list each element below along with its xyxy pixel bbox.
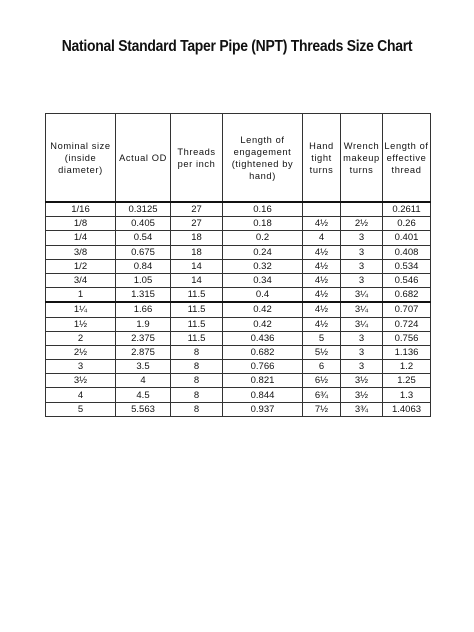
table-row	[46, 259, 431, 273]
cell-hand-tight-turns: 4½	[303, 288, 341, 303]
cell-nominal-size: 1/4	[46, 231, 116, 245]
cell-length-of-effective-thread: 0.401	[383, 231, 431, 245]
cell-hand-tight-turns: 4½	[303, 273, 341, 287]
cell-threads-per-inch: 27	[171, 202, 223, 217]
cell-length-of-engagement: 0.18	[223, 217, 303, 231]
table-row	[46, 202, 431, 217]
cell-hand-tight-turns: 4	[303, 231, 341, 245]
cell-length-of-engagement: 0.682	[223, 345, 303, 359]
cell-actual-od: 0.405	[116, 217, 171, 231]
table-header-row	[46, 114, 431, 203]
cell-length-of-effective-thread: 0.2611	[383, 202, 431, 217]
cell-wrench-makeup-turns: 3½	[341, 374, 383, 388]
table-row	[46, 360, 431, 374]
cell-length-of-engagement: 0.937	[223, 402, 303, 416]
cell-threads-per-inch: 11.5	[171, 317, 223, 331]
cell-nominal-size: 1/2	[46, 259, 116, 273]
cell-threads-per-inch: 8	[171, 345, 223, 359]
cell-length-of-effective-thread: 0.707	[383, 302, 431, 317]
cell-hand-tight-turns	[303, 202, 341, 217]
cell-wrench-makeup-turns: 3	[341, 245, 383, 259]
cell-length-of-effective-thread: 1.136	[383, 345, 431, 359]
cell-threads-per-inch: 11.5	[171, 288, 223, 303]
cell-actual-od: 1.315	[116, 288, 171, 303]
cell-nominal-size: 1	[46, 288, 116, 303]
page-title: National Standard Taper Pipe (NPT) Threads Size Chart	[61, 38, 413, 55]
cell-hand-tight-turns: 4½	[303, 259, 341, 273]
cell-wrench-makeup-turns: 3½	[341, 388, 383, 402]
cell-wrench-makeup-turns: 3¼	[341, 317, 383, 331]
cell-length-of-effective-thread: 1.3	[383, 388, 431, 402]
cell-hand-tight-turns: 4½	[303, 217, 341, 231]
header-actual-od: Actual OD	[116, 114, 171, 203]
cell-hand-tight-turns: 4½	[303, 317, 341, 331]
cell-length-of-effective-thread: 0.534	[383, 259, 431, 273]
cell-threads-per-inch: 27	[171, 217, 223, 231]
cell-nominal-size: 2	[46, 331, 116, 345]
cell-length-of-engagement: 0.2	[223, 231, 303, 245]
cell-actual-od: 0.675	[116, 245, 171, 259]
cell-hand-tight-turns: 5	[303, 331, 341, 345]
cell-nominal-size: 1/8	[46, 217, 116, 231]
cell-nominal-size: 1¼	[46, 302, 116, 317]
cell-threads-per-inch: 14	[171, 273, 223, 287]
cell-nominal-size: 1/16	[46, 202, 116, 217]
table-row	[46, 245, 431, 259]
table-row	[46, 288, 431, 303]
cell-wrench-makeup-turns: 2½	[341, 217, 383, 231]
cell-hand-tight-turns: 4½	[303, 245, 341, 259]
cell-nominal-size: 4	[46, 388, 116, 402]
cell-length-of-effective-thread: 0.546	[383, 273, 431, 287]
cell-actual-od: 1.9	[116, 317, 171, 331]
table-row	[46, 402, 431, 416]
table-row	[46, 388, 431, 402]
cell-wrench-makeup-turns: 3	[341, 273, 383, 287]
cell-actual-od: 1.05	[116, 273, 171, 287]
cell-wrench-makeup-turns: 3	[341, 259, 383, 273]
cell-threads-per-inch: 8	[171, 360, 223, 374]
table-row	[46, 273, 431, 287]
cell-length-of-engagement: 0.4	[223, 288, 303, 303]
cell-length-of-effective-thread: 0.756	[383, 331, 431, 345]
cell-wrench-makeup-turns: 3	[341, 360, 383, 374]
cell-hand-tight-turns: 6¾	[303, 388, 341, 402]
table-row	[46, 331, 431, 345]
cell-actual-od: 0.84	[116, 259, 171, 273]
cell-hand-tight-turns: 5½	[303, 345, 341, 359]
cell-nominal-size: 2½	[46, 345, 116, 359]
cell-threads-per-inch: 11.5	[171, 302, 223, 317]
cell-threads-per-inch: 14	[171, 259, 223, 273]
cell-length-of-effective-thread: 0.682	[383, 288, 431, 303]
header-length-of-engagement: Length of engagement (tightened by hand)	[223, 114, 303, 203]
cell-nominal-size: 5	[46, 402, 116, 416]
cell-actual-od: 2.875	[116, 345, 171, 359]
cell-threads-per-inch: 8	[171, 374, 223, 388]
cell-actual-od: 3.5	[116, 360, 171, 374]
cell-length-of-effective-thread: 1.25	[383, 374, 431, 388]
cell-wrench-makeup-turns: 3	[341, 345, 383, 359]
cell-length-of-effective-thread: 0.724	[383, 317, 431, 331]
cell-actual-od: 2.375	[116, 331, 171, 345]
table-row	[46, 231, 431, 245]
cell-actual-od: 4.5	[116, 388, 171, 402]
cell-nominal-size: 3/8	[46, 245, 116, 259]
cell-wrench-makeup-turns	[341, 202, 383, 217]
table-row	[46, 317, 431, 331]
cell-hand-tight-turns: 7½	[303, 402, 341, 416]
cell-hand-tight-turns: 6½	[303, 374, 341, 388]
cell-wrench-makeup-turns: 3¼	[341, 302, 383, 317]
npt-size-table	[45, 113, 431, 417]
cell-actual-od: 0.3125	[116, 202, 171, 217]
cell-actual-od: 1.66	[116, 302, 171, 317]
cell-wrench-makeup-turns: 3¼	[341, 288, 383, 303]
cell-threads-per-inch: 8	[171, 402, 223, 416]
table-row	[46, 217, 431, 231]
cell-actual-od: 4	[116, 374, 171, 388]
cell-length-of-engagement: 0.821	[223, 374, 303, 388]
cell-length-of-engagement: 0.24	[223, 245, 303, 259]
header-nominal-size: Nominal size (inside diameter)	[46, 114, 116, 203]
cell-length-of-effective-thread: 1.2	[383, 360, 431, 374]
cell-wrench-makeup-turns: 3¾	[341, 402, 383, 416]
cell-length-of-effective-thread: 0.408	[383, 245, 431, 259]
table-row	[46, 302, 431, 317]
cell-length-of-engagement: 0.16	[223, 202, 303, 217]
header-threads-per-inch: Threads per inch	[171, 114, 223, 203]
cell-nominal-size: 3/4	[46, 273, 116, 287]
cell-length-of-engagement: 0.34	[223, 273, 303, 287]
cell-hand-tight-turns: 4½	[303, 302, 341, 317]
table-row	[46, 374, 431, 388]
cell-threads-per-inch: 18	[171, 231, 223, 245]
cell-length-of-engagement: 0.42	[223, 302, 303, 317]
cell-actual-od: 0.54	[116, 231, 171, 245]
cell-threads-per-inch: 18	[171, 245, 223, 259]
table-row	[46, 345, 431, 359]
cell-length-of-engagement: 0.436	[223, 331, 303, 345]
cell-wrench-makeup-turns: 3	[341, 231, 383, 245]
header-hand-tight-turns: Hand tight turns	[303, 114, 341, 203]
cell-length-of-engagement: 0.32	[223, 259, 303, 273]
cell-length-of-effective-thread: 0.26	[383, 217, 431, 231]
cell-length-of-effective-thread: 1.4063	[383, 402, 431, 416]
cell-nominal-size: 3½	[46, 374, 116, 388]
cell-hand-tight-turns: 6	[303, 360, 341, 374]
cell-length-of-engagement: 0.844	[223, 388, 303, 402]
cell-length-of-engagement: 0.42	[223, 317, 303, 331]
header-wrench-makeup-turns: Wrench makeup turns	[341, 114, 383, 203]
cell-nominal-size: 3	[46, 360, 116, 374]
cell-actual-od: 5.563	[116, 402, 171, 416]
cell-length-of-engagement: 0.766	[223, 360, 303, 374]
cell-wrench-makeup-turns: 3	[341, 331, 383, 345]
header-length-of-effective-thread: Length of effective thread	[383, 114, 431, 203]
cell-threads-per-inch: 11.5	[171, 331, 223, 345]
cell-threads-per-inch: 8	[171, 388, 223, 402]
cell-nominal-size: 1½	[46, 317, 116, 331]
